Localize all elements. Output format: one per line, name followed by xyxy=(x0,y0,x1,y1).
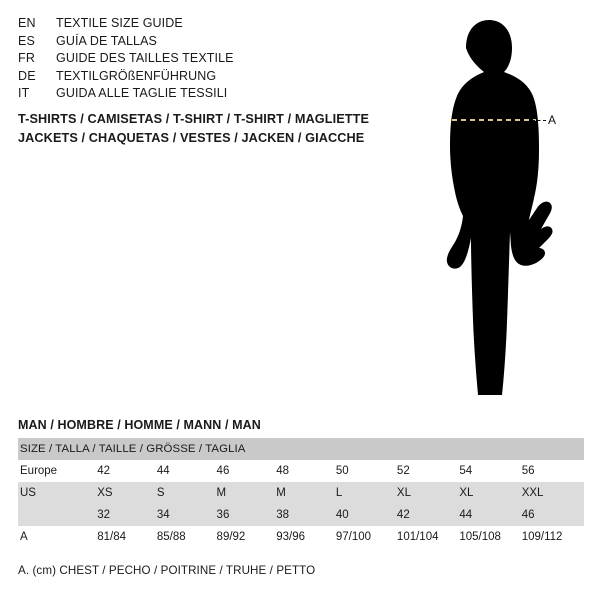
table-cell: 34 xyxy=(157,504,217,526)
table-cell: 44 xyxy=(157,460,217,482)
size-table xyxy=(18,438,584,548)
language-code: ES xyxy=(18,33,36,48)
table-cell: XL xyxy=(397,482,459,504)
table-cell: 42 xyxy=(97,460,157,482)
table-cell: 52 xyxy=(397,460,459,482)
size-table-area xyxy=(18,418,584,577)
table-cell: 50 xyxy=(336,460,397,482)
table-cell: M xyxy=(217,482,277,504)
measure-label-a: A xyxy=(548,113,557,127)
table-cell: 38 xyxy=(276,504,336,526)
table-cell: L xyxy=(336,482,397,504)
table-cell: 46 xyxy=(217,460,277,482)
category-jackets: JACKETS / CHAQUETAS / VESTES / JACKEN / GIACCHE xyxy=(18,131,365,145)
garment-category-list xyxy=(18,110,378,148)
table-row xyxy=(18,482,584,504)
row-label: Europe xyxy=(18,460,97,482)
table-cell: 36 xyxy=(217,504,277,526)
table-cell: 46 xyxy=(522,504,584,526)
language-text: TEXTILGRÖßENFÜHRUNG xyxy=(56,68,217,83)
language-code: IT xyxy=(18,86,30,100)
table-cell: 97/100 xyxy=(336,526,397,548)
table-header-label: SIZE / TALLA / TAILLE / GRÖSSE / TAGLIA xyxy=(18,438,584,460)
language-list xyxy=(18,16,358,104)
table-header-row xyxy=(18,438,584,460)
language-row xyxy=(18,16,358,34)
row-label xyxy=(18,504,97,526)
chest-measure-line xyxy=(400,10,590,410)
table-cell: 54 xyxy=(459,460,521,482)
table-cell: M xyxy=(276,482,336,504)
table-row xyxy=(18,504,584,526)
table-cell: 44 xyxy=(459,504,521,526)
table-cell: XL xyxy=(459,482,521,504)
language-code: EN xyxy=(18,16,36,30)
table-cell: 93/96 xyxy=(276,526,336,548)
table-cell: 101/104 xyxy=(397,526,459,548)
table-cell: 105/108 xyxy=(459,526,521,548)
language-row xyxy=(18,86,358,104)
language-row xyxy=(18,69,358,87)
table-cell: 109/112 xyxy=(522,526,584,548)
table-cell: 56 xyxy=(522,460,584,482)
table-footnote: A. (cm) CHEST / PECHO / POITRINE / TRUHE / PETTO xyxy=(18,564,316,577)
table-cell: 89/92 xyxy=(217,526,277,548)
table-cell: S xyxy=(157,482,217,504)
language-text: GUIDE DES TAILLES TEXTILE xyxy=(56,51,234,65)
language-text: TEXTILE SIZE GUIDE xyxy=(56,16,183,30)
language-row xyxy=(18,34,358,52)
table-cell: 40 xyxy=(336,504,397,526)
language-row xyxy=(18,51,358,69)
table-cell: 32 xyxy=(97,504,157,526)
table-cell: 48 xyxy=(276,460,336,482)
table-cell: XXL xyxy=(522,482,584,504)
language-code: DE xyxy=(18,68,36,83)
table-cell: 85/88 xyxy=(157,526,217,548)
table-group-title: MAN / HOMBRE / HOMME / MANN / MAN xyxy=(18,418,261,432)
table-cell: 81/84 xyxy=(97,526,157,548)
table-cell: 42 xyxy=(397,504,459,526)
language-text: GUÍA DE TALLAS xyxy=(56,33,157,48)
row-label: US xyxy=(18,482,97,504)
row-label: A xyxy=(18,526,97,548)
table-cell: XS xyxy=(97,482,157,504)
category-tshirts: T-SHIRTS / CAMISETAS / T-SHIRT / T-SHIRT / MAGLIETTE xyxy=(18,112,370,126)
measure-leader-line xyxy=(532,120,546,121)
table-row xyxy=(18,526,584,548)
table-row xyxy=(18,460,584,482)
language-text: GUIDA ALLE TAGLIE TESSILI xyxy=(56,86,228,100)
language-code: FR xyxy=(18,51,36,65)
body-figure xyxy=(400,10,590,410)
